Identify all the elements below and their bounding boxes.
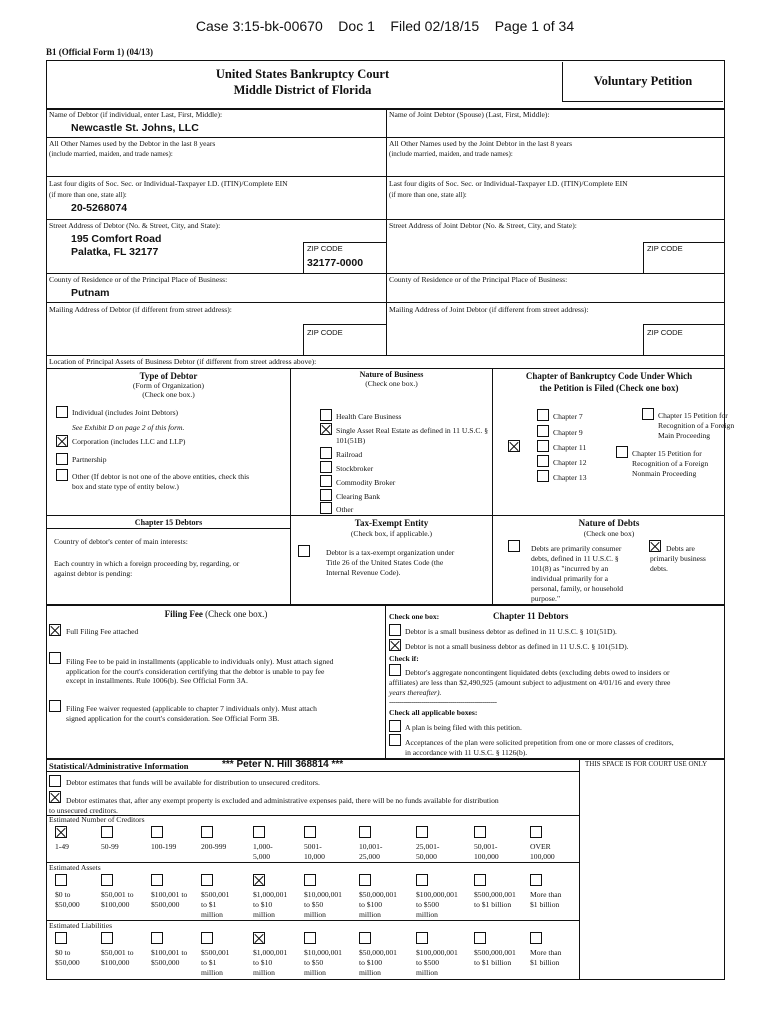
no-funds-label: Debtor estimates that, after any exempt property is excluded and administrative expenses paid, there will be no funds available for distribution to unsecured creditors.: [49, 796, 499, 815]
other-entity-label: Other (If debtor is not one of the above entities, check this: [72, 472, 250, 481]
joint-mailing-label: Mailing Address of Joint Debtor (if different from street address):: [389, 305, 589, 314]
debtor-name-label: Name of Debtor (if individual, enter Last, First, Middle):: [49, 110, 223, 119]
single-asset-checkbox[interactable]: [320, 423, 332, 435]
tax-exempt-text-2: Title 26 of the United States Code (the: [326, 558, 444, 567]
creditors-option-3-label: 200-999: [201, 842, 227, 851]
installment-fee-checkbox[interactable]: [49, 652, 61, 664]
railroad-checkbox[interactable]: [320, 447, 332, 459]
assets-option-0-checkbox[interactable]: [55, 874, 67, 886]
assets-option-6-label: $50,000,001 to $100 million: [359, 890, 397, 919]
creditors-option-8-checkbox[interactable]: [474, 826, 486, 838]
creditors-option-6-checkbox[interactable]: [359, 826, 371, 838]
assets-option-4-checkbox[interactable]: [253, 874, 265, 886]
individual-label: Individual (includes Joint Debtors): [72, 408, 179, 417]
petition-title: Voluntary Petition: [593, 74, 693, 88]
liabilities-option-1-checkbox[interactable]: [101, 932, 113, 944]
clearing-bank-checkbox[interactable]: [320, 489, 332, 501]
joint-zip-label: ZIP CODE: [647, 244, 683, 253]
full-fee-label: Full Filing Fee attached: [66, 627, 139, 636]
nature-debts-sub: (Check one box): [583, 529, 635, 538]
type-of-debtor-sub: (Form of Organization): [132, 381, 205, 390]
liabilities-option-7-checkbox[interactable]: [416, 932, 428, 944]
assets-option-7-checkbox[interactable]: [416, 874, 428, 886]
debtor-street: 195 Comfort Road: [71, 233, 162, 245]
chapter-13-label: Chapter 13: [553, 473, 587, 482]
street-label: Street Address of Debtor (No. & Street, City, and State):: [49, 221, 221, 230]
assets-option-3-label: $500,001 to $1 million: [201, 890, 230, 919]
consumer-debts-label: Debts are primarily consumer debts, defined in 11 U.S.C. § 101(8) as "incurred by an individual primarily for a personal, family, or household purpose.": [531, 544, 624, 603]
other-business-checkbox[interactable]: [320, 502, 332, 514]
creditors-option-9-label: OVER 100,000: [530, 842, 555, 861]
creditors-option-9-checkbox[interactable]: [530, 826, 542, 838]
ch11-check-one: Check one box:: [389, 612, 440, 621]
chapter-15-main-label-2: Recognition of a Foreign: [658, 421, 735, 430]
chapter-11-box[interactable]: [537, 440, 549, 452]
county-label: County of Residence or of the Principal Place of Business:: [49, 275, 228, 284]
consumer-debts-checkbox[interactable]: [508, 540, 520, 552]
creditors-option-6-label: 10,001- 25,000: [359, 842, 383, 861]
chapter-12-checkbox[interactable]: [537, 455, 549, 467]
assets-option-8-label: $500,000,001 to $1 billion: [474, 890, 516, 909]
filing-fee-title: Filing Fee (Check one box.): [164, 609, 268, 619]
tax-exempt-checkbox[interactable]: [298, 545, 310, 557]
stockbroker-checkbox[interactable]: [320, 461, 332, 473]
chapter-9-checkbox[interactable]: [537, 425, 549, 437]
chapter-13-checkbox[interactable]: [537, 470, 549, 482]
chapter-15-nonmain-label: Chapter 15 Petition for: [632, 449, 702, 458]
acceptances-checkbox[interactable]: [389, 734, 401, 746]
assets-option-8-checkbox[interactable]: [474, 874, 486, 886]
aggregate-debts-label: Debtor's aggregate noncontingent liquidated debts (excluding debts owed to insiders or affiliates) are less than $2,490,925 (amount subject to adjustment on 4/01/16 and every three years thereafter).: [389, 668, 671, 697]
tax-exempt-text: Debtor is a tax-exempt organization under: [326, 548, 455, 557]
health-care-checkbox[interactable]: [320, 409, 332, 421]
acceptances-label: Acceptances of the plan were solicited prepetition from one or more classes of creditors, in accordance with 11 U.S.C. § 1126(b).: [405, 738, 674, 757]
liabilities-option-2-checkbox[interactable]: [151, 932, 163, 944]
chapter-15-main-label-3: Main Proceeding: [658, 431, 711, 440]
nature-business-sub: (Check one box.): [365, 379, 418, 388]
ein-label: Last four digits of Soc. Sec. or Individual-Taxpayer I.D. (ITIN)/Complete EIN: [49, 179, 288, 188]
liabilities-option-8-checkbox[interactable]: [474, 932, 486, 944]
ch11-check-all: Check all applicable boxes:: [389, 708, 478, 717]
creditors-option-5-checkbox[interactable]: [304, 826, 316, 838]
type-of-debtor-check: (Check one box.): [142, 390, 195, 399]
joint-debtor-name-label: Name of Joint Debtor (Spouse) (Last, First, Middle):: [389, 110, 550, 119]
nature-debts-title: Nature of Debts: [578, 518, 640, 528]
liabilities-option-3-label: $500,001 to $1 million: [201, 948, 230, 977]
joint-street-label: Street Address of Joint Debtor (No. & Street, City, and State):: [389, 221, 577, 230]
joint-ein-label: Last four digits of Soc. Sec. or Individual-Taxpayer I.D. (ITIN)/Complete EIN: [389, 179, 628, 188]
assets-option-2-checkbox[interactable]: [151, 874, 163, 886]
corporation-checkbox[interactable]: [56, 435, 68, 447]
creditors-option-7-checkbox[interactable]: [416, 826, 428, 838]
stockbroker-label: Stockbroker: [336, 464, 374, 473]
chapter-15-nonmain-checkbox[interactable]: [616, 446, 628, 458]
form-id: B1 (Official Form 1) (04/13): [46, 47, 153, 57]
exhibit-note: See Exhibit D on page 2 of this form.: [72, 423, 185, 432]
assets-option-1-label: $50,001 to $100,000: [101, 890, 134, 909]
court-name: United States Bankruptcy Court: [215, 67, 390, 81]
chapter-15-nonmain-label-2: Recognition of a Foreign: [632, 459, 709, 468]
full-fee-checkbox[interactable]: [49, 624, 61, 636]
chapter-title: Chapter of Bankruptcy Code Under Which: [525, 371, 693, 381]
not-small-business-label: Debtor is not a small business debtor as defined in 11 U.S.C. § 101(51D).: [405, 642, 629, 651]
ch15-country-label: Country of debtor's center of main interests:: [54, 537, 188, 546]
other-names-sub: (include married, maiden, and trade names):: [49, 150, 173, 158]
debtor-ein: 20-5268074: [71, 202, 128, 214]
debtor-name: Newcastle St. Johns, LLC: [71, 122, 199, 134]
attorney-id: *** Peter N. Hill 368814 ***: [222, 759, 344, 770]
nature-business-title: Nature of Business: [359, 370, 424, 379]
ch11-check-if: Check if:: [389, 654, 419, 663]
liabilities-option-5-label: $10,000,001 to $50 million: [304, 948, 342, 977]
not-small-business-checkbox[interactable]: [389, 639, 401, 651]
creditors-option-2-checkbox[interactable]: [151, 826, 163, 838]
liabilities-option-5-checkbox[interactable]: [304, 932, 316, 944]
single-asset-label-2: 101(51B): [336, 436, 366, 445]
other-business-label: Other: [336, 505, 354, 514]
assets-option-5-label: $10,000,001 to $50 million: [304, 890, 342, 919]
chapter-7-label: Chapter 7: [553, 412, 583, 421]
creditors-option-0-label: 1-49: [55, 842, 69, 851]
joint-other-names-sub: (include married, maiden, and trade names):: [389, 150, 513, 158]
assets-label: Estimated Assets: [49, 863, 101, 872]
debtor-county: Putnam: [71, 287, 110, 299]
liabilities-option-6-checkbox[interactable]: [359, 932, 371, 944]
creditors-option-5-label: 5001- 10,000: [304, 842, 325, 861]
liabilities-option-4-checkbox[interactable]: [253, 932, 265, 944]
debtor-zip: 32177-0000: [307, 257, 364, 269]
plan-filed-label: A plan is being filed with this petition.: [405, 723, 522, 732]
chapter-12-label: Chapter 12: [553, 458, 587, 467]
tax-exempt-sub: (Check box, if applicable.): [350, 529, 433, 538]
creditors-option-1-label: 50-99: [101, 842, 119, 851]
joint-mailing-zip-label: ZIP CODE: [647, 328, 683, 337]
ch15-each-label-2: against debtor is pending:: [54, 569, 133, 578]
health-care-label: Health Care Business: [336, 412, 402, 421]
individual-checkbox[interactable]: [56, 406, 68, 418]
assets-option-9-label: More than $1 billion: [530, 890, 562, 909]
liabilities-option-2-label: $100,001 to $500,000: [151, 948, 188, 967]
installment-fee-label: Filing Fee to be paid in installments (applicable to individuals only). Must attach signed application for the court's consideration certifying that the debtor is unable to pay fee except in installments. Rule 1006(b). See Official Form 3A.: [66, 657, 334, 685]
liabilities-option-8-label: $500,000,001 to $1 billion: [474, 948, 516, 967]
ein-sub: (if more than one, state all):: [49, 191, 127, 199]
other-entity-checkbox[interactable]: [56, 469, 68, 481]
corporation-label: Corporation (includes LLC and LLP): [72, 437, 186, 446]
chapter-7-checkbox[interactable]: [537, 409, 549, 421]
assets-option-6-checkbox[interactable]: [359, 874, 371, 886]
assets-option-7-label: $100,000,001 to $500 million: [416, 890, 458, 919]
chapter-15-main-checkbox[interactable]: [642, 408, 654, 420]
debtor-city: Palatka, FL 32177: [71, 246, 159, 258]
funds-available-label: Debtor estimates that funds will be available for distribution to unsecured creditors.: [66, 778, 320, 787]
commodity-checkbox[interactable]: [320, 475, 332, 487]
partnership-label: Partnership: [72, 455, 107, 464]
court-district: Middle District of Florida: [233, 83, 372, 97]
joint-ein-sub: (if more than one, state all):: [389, 191, 467, 199]
funds-available-checkbox[interactable]: [49, 775, 61, 787]
liabilities-option-7-label: $100,000,001 to $500 million: [416, 948, 458, 977]
mailing-label: Mailing Address of Debtor (if different from street address):: [49, 305, 232, 314]
single-asset-label: Single Asset Real Estate as defined in 11 U.S.C. §: [336, 426, 488, 435]
stat-title: Statistical/Administrative Information: [49, 761, 189, 771]
liabilities-option-0-checkbox[interactable]: [55, 932, 67, 944]
plan-filed-checkbox[interactable]: [389, 720, 401, 732]
liabilities-option-0-label: $0 to $50,000: [55, 948, 80, 967]
small-business-checkbox[interactable]: [389, 624, 401, 636]
chapter-9-label: Chapter 9: [553, 428, 583, 437]
business-debts-label-2: primarily business debts.: [650, 554, 706, 573]
assets-option-0-label: $0 to $50,000: [55, 890, 80, 909]
railroad-label: Railroad: [336, 450, 363, 459]
liabilities-option-1-label: $50,001 to $100,000: [101, 948, 134, 967]
tax-exempt-text-3: Internal Revenue Code).: [326, 568, 401, 577]
zip-label: ZIP CODE: [307, 244, 343, 253]
liabilities-option-9-checkbox[interactable]: [530, 932, 542, 944]
liabilities-option-6-label: $50,000,001 to $100 million: [359, 948, 397, 977]
case-header: Case 3:15-bk-00670 Doc 1 Filed 02/18/15 Page 1 of 34: [195, 18, 575, 34]
assets-option-1-checkbox[interactable]: [101, 874, 113, 886]
other-names-label: All Other Names used by the Debtor in the last 8 years: [49, 139, 216, 148]
fee-waiver-checkbox[interactable]: [49, 700, 61, 712]
type-of-debtor-title: Type of Debtor: [139, 371, 198, 381]
creditors-option-8-label: 50,001- 100,000: [474, 842, 499, 861]
mailing-zip-label: ZIP CODE: [307, 328, 343, 337]
liabilities-option-9-label: More than $1 billion: [530, 948, 562, 967]
ch15-title: Chapter 15 Debtors: [134, 518, 203, 527]
assets-option-9-checkbox[interactable]: [530, 874, 542, 886]
location-label: Location of Principal Assets of Business Debtor (if different from street address above):: [49, 357, 317, 366]
joint-other-names-label: All Other Names used by the Joint Debtor in the last 8 years: [389, 139, 573, 148]
liabilities-label: Estimated Liabilities: [49, 921, 113, 930]
clearing-bank-label: Clearing Bank: [336, 492, 381, 501]
creditors-option-4-checkbox[interactable]: [253, 826, 265, 838]
chapter-15-main-label: Chapter 15 Petition for: [658, 411, 728, 420]
ch11-title: Chapter 11 Debtors: [493, 611, 569, 621]
chapter-11-checkbox[interactable]: [508, 440, 520, 452]
fee-waiver-label: Filing Fee waiver requested (applicable to chapter 7 individuals only). Must attach signed application for the court's consideration. See Official Form 3B.: [66, 704, 317, 723]
tax-exempt-title: Tax-Exempt Entity: [354, 518, 429, 528]
creditors-option-4-label: 1,000- 5,000: [253, 842, 273, 861]
assets-option-4-label: $1,000,001 to $10 million: [253, 890, 288, 919]
assets-option-3-checkbox[interactable]: [201, 874, 213, 886]
chapter-11-label: Chapter 11: [553, 443, 587, 452]
creditors-label: Estimated Number of Creditors: [49, 815, 145, 824]
assets-option-5-checkbox[interactable]: [304, 874, 316, 886]
chapter-15-nonmain-label-3: Nonmain Proceeding: [632, 469, 697, 478]
other-entity-label-2: box and state type of entity below.): [72, 482, 179, 491]
chapter-title-2: the Petition is Filed (Check one box): [539, 383, 679, 393]
creditors-option-3-checkbox[interactable]: [201, 826, 213, 838]
court-use-label: THIS SPACE IS FOR COURT USE ONLY: [585, 760, 708, 768]
ch15-each-label: Each country in which a foreign proceeding by, regarding, or: [54, 559, 240, 568]
liabilities-option-4-label: $1,000,001 to $10 million: [253, 948, 288, 977]
liabilities-option-3-checkbox[interactable]: [201, 932, 213, 944]
assets-option-2-label: $100,001 to $500,000: [151, 890, 188, 909]
creditors-option-7-label: 25,001- 50,000: [416, 842, 440, 861]
partnership-checkbox[interactable]: [56, 453, 68, 465]
commodity-label: Commodity Broker: [336, 478, 396, 487]
ch11-divider: -----------------------------------------------------: [389, 697, 497, 706]
joint-county-label: County of Residence or of the Principal Place of Business:: [389, 275, 568, 284]
creditors-option-2-label: 100-199: [151, 842, 177, 851]
small-business-label: Debtor is a small business debtor as defined in 11 U.S.C. § 101(51D).: [405, 627, 617, 636]
creditors-option-0-checkbox[interactable]: [55, 826, 67, 838]
business-debts-label: Debts are: [666, 544, 695, 553]
creditors-option-1-checkbox[interactable]: [101, 826, 113, 838]
